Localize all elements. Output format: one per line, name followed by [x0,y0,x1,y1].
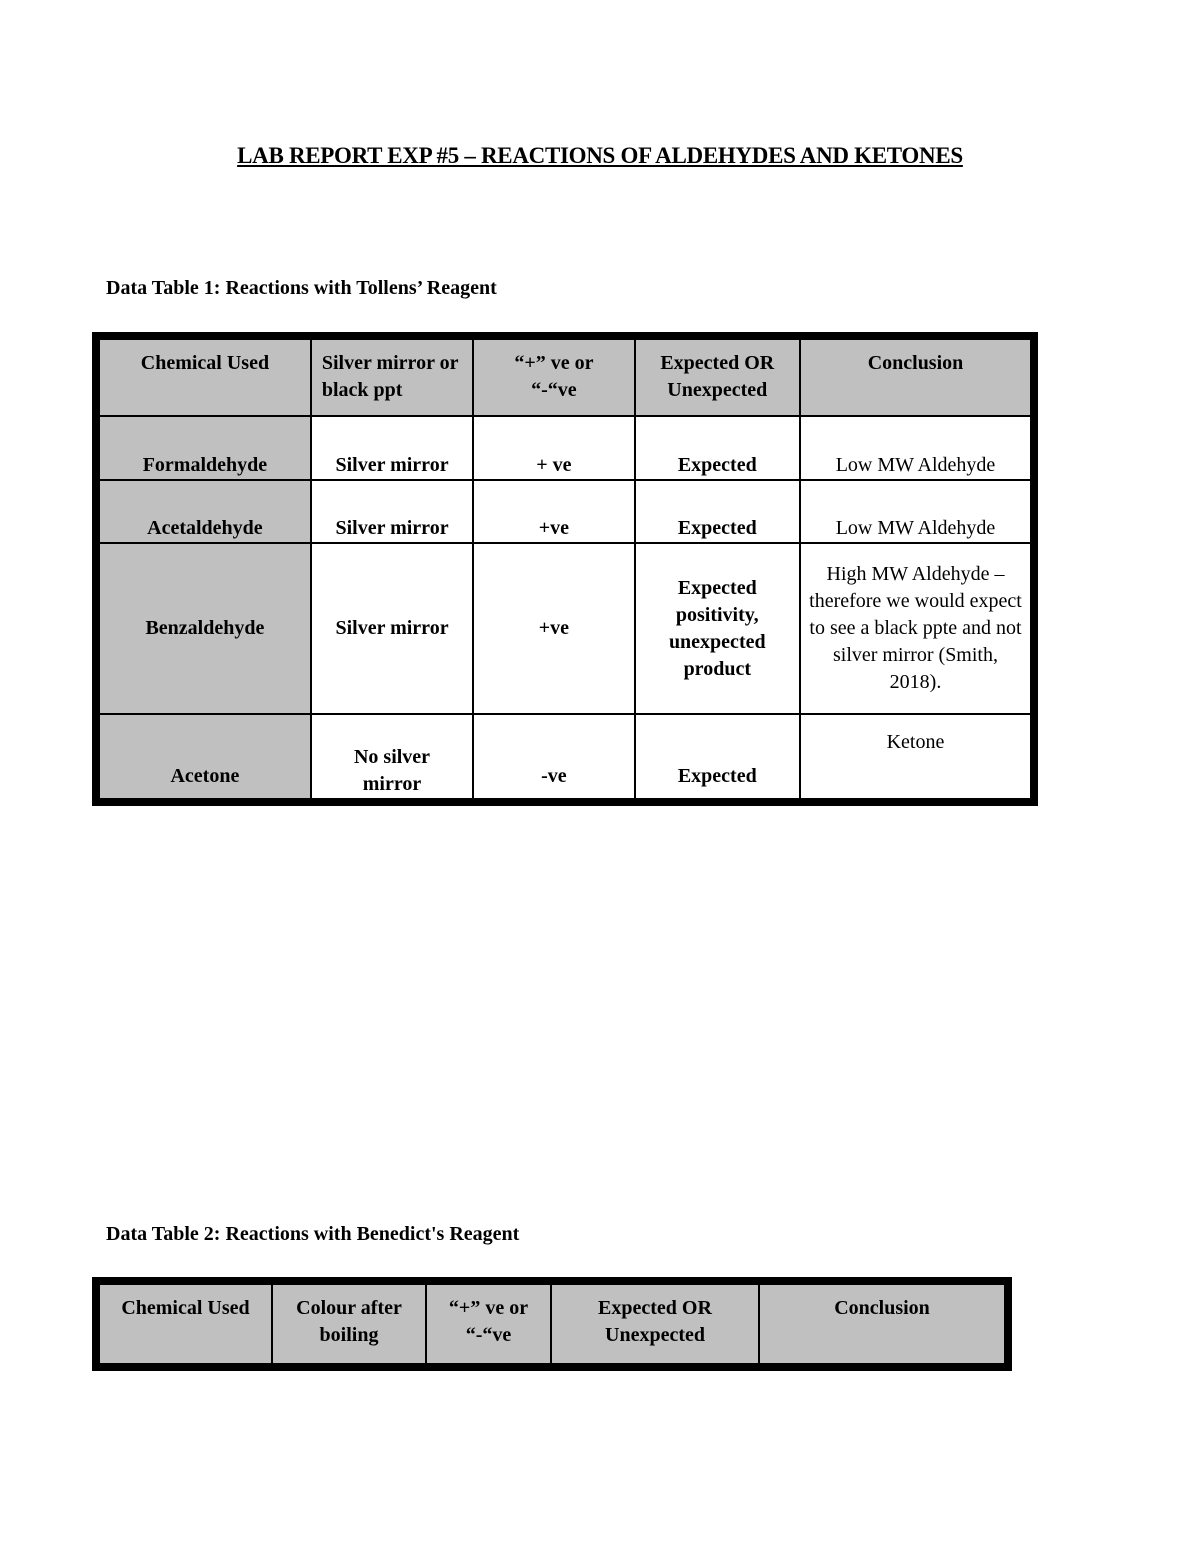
conclusion-cell: Low MW Aldehyde [800,480,1034,543]
table2-caption: Data Table 2: Reactions with Benedict's Reagent [106,1223,520,1245]
result-cell: Silver mirror [311,543,473,714]
header-conclusion: Conclusion [759,1281,1008,1367]
conclusion-cell: High MW Aldehyde – therefore we would expect to see a black ppte and not silver mirror (Smith, 2018). [800,543,1034,714]
benedicts-table [92,1277,1012,1371]
header-colour: Colour after boiling [272,1281,426,1367]
chemical-cell: Formaldehyde [96,416,311,480]
sign-cell: +ve [473,543,634,714]
table-header-row [96,336,1034,416]
tollens-table [92,332,1038,806]
chemical-cell: Acetone [96,714,311,802]
header-expected: Expected OR Unexpected [551,1281,759,1367]
table-header-row [96,1281,1008,1367]
table-row [96,714,1034,802]
conclusion-cell: Ketone [800,714,1034,802]
page-title: LAB REPORT EXP #5 – REACTIONS OF ALDEHYDES AND KETONES [237,143,963,168]
header-conclusion: Conclusion [800,336,1034,416]
header-expected: Expected OR Unexpected [635,336,800,416]
table-row [96,543,1034,714]
result-cell: Silver mirror [311,480,473,543]
table1-caption: Data Table 1: Reactions with Tollens’ Reagent [106,277,497,299]
sign-cell: +ve [473,480,634,543]
sign-cell: -ve [473,714,634,802]
result-cell: Silver mirror [311,416,473,480]
header-result: Silver mirror or black ppt [311,336,473,416]
expected-cell: Expected [635,416,800,480]
header-chemical-used: Chemical Used [96,336,311,416]
expected-cell: Expected positivity, unexpected product [635,543,800,714]
table-row [96,416,1034,480]
header-sign: “+” ve or “-“ve [473,336,634,416]
result-cell: No silver mirror [311,714,473,802]
expected-cell: Expected [635,480,800,543]
expected-cell: Expected [635,714,800,802]
conclusion-cell: Low MW Aldehyde [800,416,1034,480]
header-sign: “+” ve or “-“ve [426,1281,551,1367]
header-chemical-used: Chemical Used [96,1281,272,1367]
chemical-cell: Acetaldehyde [96,480,311,543]
chemical-cell: Benzaldehyde [96,543,311,714]
sign-cell: + ve [473,416,634,480]
table-row [96,480,1034,543]
